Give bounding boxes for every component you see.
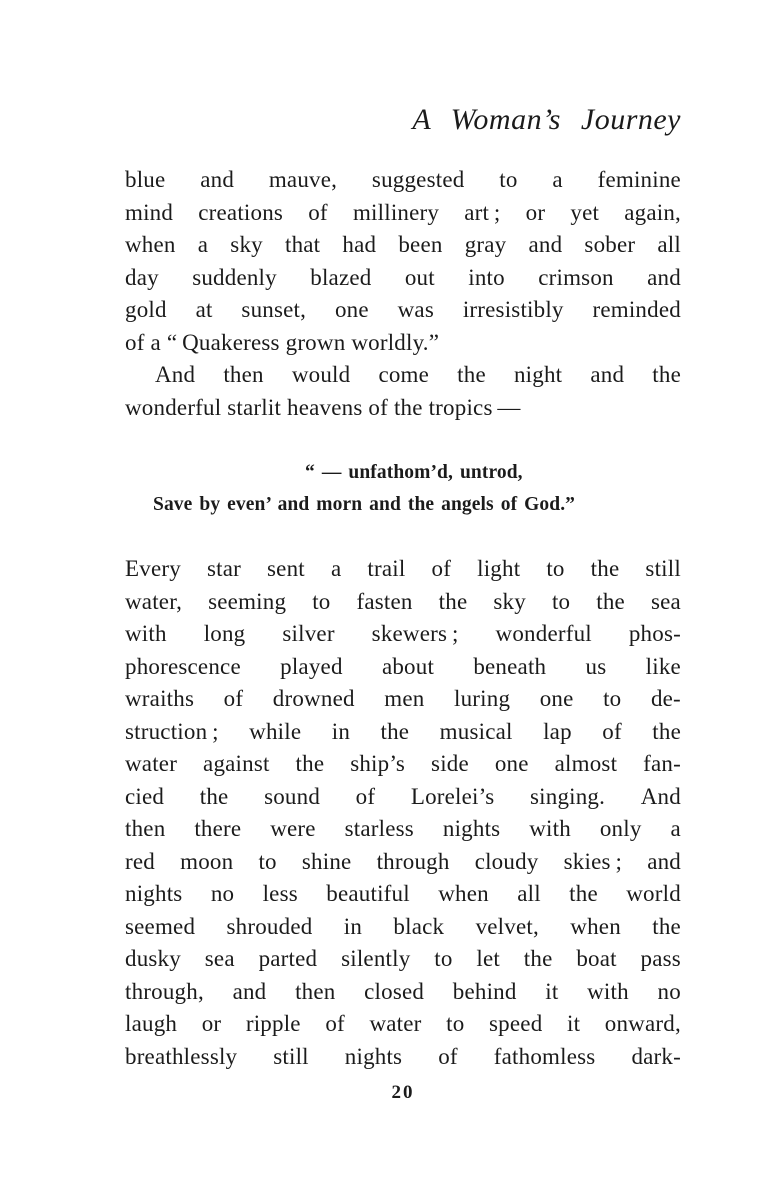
page-number: 20 <box>391 1082 415 1103</box>
body-text <box>125 164 681 1073</box>
text-line: laugh or ripple of water to speed it onward, <box>125 1011 681 1036</box>
text-line: wonderful starlit heavens of the tropics — <box>125 394 521 420</box>
text-line: of a “ Quakeress grown worldly.” <box>125 329 440 355</box>
text-line: Every star sent a trail of light to the still <box>125 556 681 581</box>
text-line: seemed shrouded in black velvet, when the <box>125 913 681 939</box>
text-line: through, and then closed behind it with no <box>125 978 681 1004</box>
text-line: mind creations of millinery art ; or yet again, <box>125 199 681 225</box>
paragraph-night <box>125 359 681 424</box>
text-line: nights no less beautiful when all the world <box>125 881 681 906</box>
text-line: wraiths of drowned men luring one to de- <box>125 686 681 711</box>
text-line: blue and mauve, suggested to a feminine <box>125 167 681 192</box>
text-line: phorescence played about beneath us like <box>125 653 681 679</box>
text-line: water against the ship’s side one almost fan- <box>125 751 681 776</box>
text-line: “ — unfathom’d, untrod, <box>305 462 523 483</box>
text-line: Save by even’ and morn and the angels of God.” <box>153 494 576 515</box>
text-line: dusky sea parted silently to let the boat pass <box>125 946 681 971</box>
text-line: red moon to shine through cloudy skies ; and <box>125 848 681 874</box>
text-line: when a sky that had been gray and sober all <box>125 232 681 257</box>
text-line: with long silver skewers ; wonderful phos- <box>125 621 681 646</box>
verse-quote <box>153 457 583 521</box>
text-line: day suddenly blazed out into crimson and <box>125 264 681 290</box>
paragraph-continuation <box>125 164 681 359</box>
paragraph-every-star <box>125 553 681 1073</box>
text-line: And then would come the night and the <box>155 362 681 387</box>
text-line: gold at sunset, one was irresistibly reminded <box>125 297 681 322</box>
text-line: breathlessly still nights of fathomless dark- <box>125 1043 681 1069</box>
text-line: then there were starless nights with only a <box>125 816 681 841</box>
text-line: water, seeming to fasten the sky to the sea <box>125 588 681 614</box>
running-header: A Woman’s Journey <box>412 103 681 136</box>
text-line: cied the sound of Lorelei’s singing. And <box>125 783 681 809</box>
text-line: struction ; while in the musical lap of the <box>125 718 681 744</box>
